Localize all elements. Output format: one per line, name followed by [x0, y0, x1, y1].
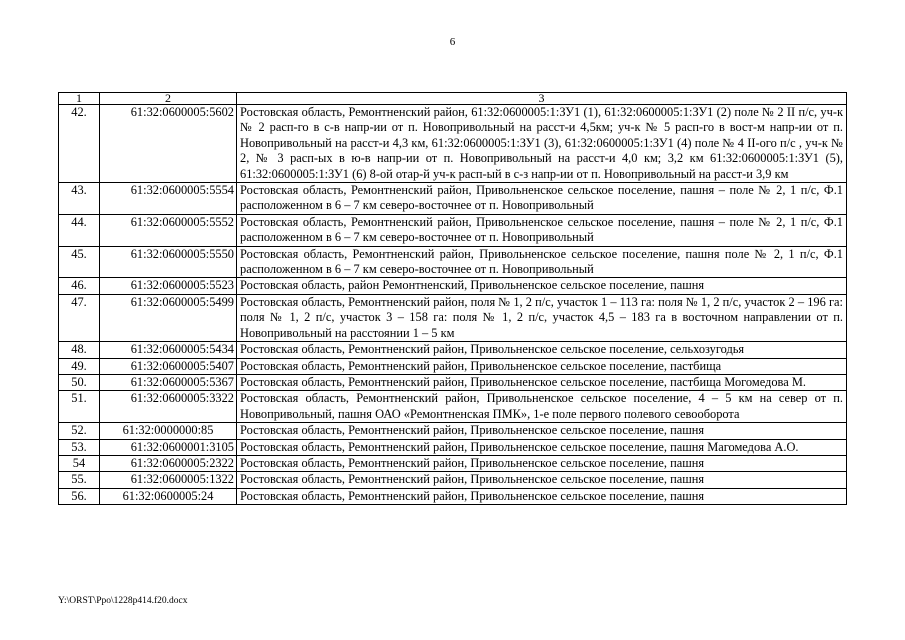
table-row	[59, 358, 847, 374]
table-row	[59, 246, 847, 278]
address: Ростовская область, Ремонтненский район, Привольненское сельское поселение, пастбища	[237, 358, 847, 374]
row-number: 53.	[59, 439, 100, 455]
table-row	[59, 423, 847, 439]
cadastral-number: 61:32:0600005:5434	[100, 342, 237, 358]
table-row	[59, 105, 847, 183]
cadastral-number: 61:32:0600005:5499	[100, 294, 237, 341]
address: Ростовская область, Ремонтненский район, Привольненское сельское поселение, пашня Магомедова А.О.	[237, 439, 847, 455]
table-row	[59, 342, 847, 358]
address: Ростовская область, Ремонтненский район, поля № 1, 2 п/с, участок 1 – 113 га: поля № 1, 2 п/с, участок 2 – 196 га: поля № 1, 2 п/с, участок 3 – 158 га: поля № 1, 2 п/с, участок 4,5 – 183 га в восточном направлении от п. Новопривольный на расстоянии 1 – 5 км	[237, 294, 847, 341]
cadastral-number: 61:32:0600005:3322	[100, 391, 237, 423]
header-col-2: 2	[100, 93, 237, 105]
land-plots-table	[58, 92, 847, 505]
cadastral-number: 61:32:0600005:2322	[100, 455, 237, 471]
table-row	[59, 294, 847, 341]
table-row	[59, 439, 847, 455]
row-number: 42.	[59, 105, 100, 183]
address: Ростовская область, Ремонтненский район, Привольненское сельское поселение, пашня	[237, 423, 847, 439]
cadastral-number: 61:32:0600005:5367	[100, 374, 237, 390]
cadastral-number: 61:32:0600005:1322	[100, 472, 237, 488]
row-number: 47.	[59, 294, 100, 341]
cadastral-number: 61:32:0000000:85	[100, 423, 237, 439]
address: Ростовская область, Ремонтненский район, Привольненское сельское поселение, сельхозугодья	[237, 342, 847, 358]
cadastral-number: 61:32:0600005:24	[100, 488, 237, 504]
cadastral-number: 61:32:0600005:5407	[100, 358, 237, 374]
header-col-3: 3	[237, 93, 847, 105]
address: Ростовская область, Ремонтненский район, 61:32:0600005:1:ЗУ1 (1), 61:32:0600005:1:ЗУ1 (2) поле № 2 II п/с, уч-к № 2 расп-го в с-в напр-ии от п. Новопривольный на расст-и 4,5км; уч-к № 5 расп-го в вост-м напр-ии от п. Новопривольный на расст-и 4,3 км, 61:32:0600005:1:ЗУ1 (3), 61:32:0600005:1:ЗУ1 (4) поле № 4 II-ого п/с , уч-к № 2, № 3 расп-ых в ю-в напр-ии от п. Новопривольный на расст-и 4,0 км; 3,2 км 61:32:0600005:1:ЗУ1 (5), 61:32:0600005:1:ЗУ1 (6) 8-ой отар-й уч-к расп-ый в с-з напр-ии от п. Новопривольный на расст-и 3,9 км	[237, 105, 847, 183]
row-number: 52.	[59, 423, 100, 439]
cadastral-number: 61:32:0600005:5550	[100, 246, 237, 278]
table-row	[59, 391, 847, 423]
cadastral-number: 61:32:0600005:5523	[100, 278, 237, 294]
table-row	[59, 472, 847, 488]
row-number: 43.	[59, 183, 100, 215]
header-col-1: 1	[59, 93, 100, 105]
table-row	[59, 214, 847, 246]
row-number: 55.	[59, 472, 100, 488]
address: Ростовская область, Ремонтненский район, Привольненское сельское поселение, 4 – 5 км на север от п. Новопривольный, пашня ОАО «Ремонтненская ПМК», 1-е поле первого полевого севооборота	[237, 391, 847, 423]
address: Ростовская область, Ремонтненский район, Привольненское сельское поселение, пашня поле № 2, 1 п/с, Ф.1 расположенном в 6 – 7 км северо-восточнее от п. Новопривольный	[237, 246, 847, 278]
address: Ростовская область, Ремонтненский район, Привольненское сельское поселение, пашня – поле № 2, 1 п/с, Ф.1 расположенном в 6 – 7 км северо-восточнее от п. Новопривольный	[237, 214, 847, 246]
row-number: 44.	[59, 214, 100, 246]
address: Ростовская область, Ремонтненский район, Привольненское сельское поселение, пашня	[237, 488, 847, 504]
row-number: 50.	[59, 374, 100, 390]
address: Ростовская область, район Ремонтненский, Привольненское сельское поселение, пашня	[237, 278, 847, 294]
address: Ростовская область, Ремонтненский район, Привольненское сельское поселение, пашня	[237, 472, 847, 488]
row-number: 56.	[59, 488, 100, 504]
table-row	[59, 183, 847, 215]
table-row	[59, 374, 847, 390]
cadastral-number: 61:32:0600005:5554	[100, 183, 237, 215]
page-number: 6	[449, 36, 456, 48]
row-number: 51.	[59, 391, 100, 423]
table-header-row	[59, 93, 847, 105]
footer-file-path: Y:\ORST\Ppo\1228p414.f20.docx	[58, 596, 188, 606]
row-number: 48.	[59, 342, 100, 358]
table-row	[59, 455, 847, 471]
address: Ростовская область, Ремонтненский район, Привольненское сельское поселение, пастбища Могомедова М.	[237, 374, 847, 390]
row-number: 45.	[59, 246, 100, 278]
cadastral-number: 61:32:0600001:3105	[100, 439, 237, 455]
cadastral-number: 61:32:0600005:5552	[100, 214, 237, 246]
row-number: 54	[59, 455, 100, 471]
cadastral-number: 61:32:0600005:5602	[100, 105, 237, 183]
row-number: 49.	[59, 358, 100, 374]
table-row	[59, 488, 847, 504]
table-row	[59, 278, 847, 294]
row-number: 46.	[59, 278, 100, 294]
address: Ростовская область, Ремонтненский район, Привольненское сельское поселение, пашня	[237, 455, 847, 471]
address: Ростовская область, Ремонтненский район, Привольненское сельское поселение, пашня – поле № 2, 1 п/с, Ф.1 расположенном в 6 – 7 км северо-восточнее от п. Новопривольный	[237, 183, 847, 215]
